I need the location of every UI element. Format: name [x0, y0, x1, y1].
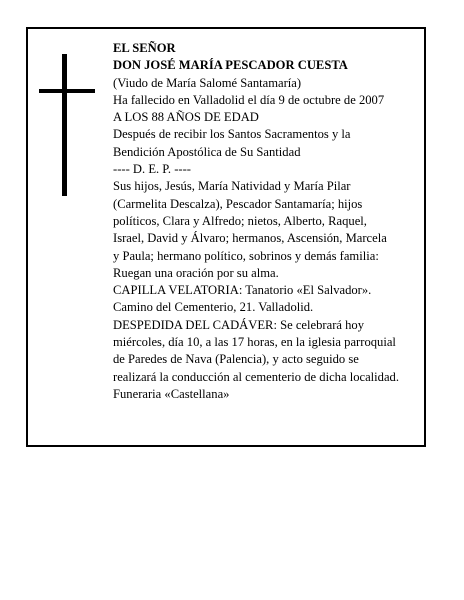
death-date-line: Ha fallecido en Valladolid el día 9 de octubre de 2007 [113, 92, 385, 107]
sacraments-line-2: Bendición Apostólica de Su Santidad [113, 144, 301, 159]
notice-title: EL SEÑOR [113, 41, 176, 55]
funeral-line-4: realizará la conducción al cementerio de dicha localidad. [113, 369, 400, 384]
rip-line: ---- D. E. P. ---- [113, 162, 191, 177]
prayer-request-line: Ruegan una oración por su alma. [113, 265, 279, 280]
deceased-name: DON JOSÉ MARÍA PESCADOR CUESTA [113, 58, 348, 73]
widower-note: (Viudo de María Salomé Santamaría) [113, 75, 302, 90]
funeral-line-3: de Paredes de Nava (Palencia), y acto seguido se [113, 352, 359, 367]
family-line-3: políticos, Clara y Alfredo; nietos, Alberto, Raquel, [113, 213, 367, 228]
latin-cross-icon [39, 54, 95, 196]
family-line-2: (Carmelita Descalza), Pescador Santamaría; hijos [113, 196, 363, 211]
chapel-line-1: CAPILLA VELATORIA: Tanatorio «El Salvador». [113, 283, 372, 298]
family-line-5: y Paula; hermano político, sobrinos y demás familia: [113, 248, 379, 263]
funeral-line-2: miércoles, día 10, a las 17 horas, en la iglesia parroquial [113, 335, 396, 350]
sacraments-line-1: Después de recibir los Santos Sacramentos y la [113, 127, 351, 142]
funeral-line-1: DESPEDIDA DEL CADÁVER: Se celebrará hoy [113, 317, 365, 332]
family-line-4: Israel, David y Álvaro; hermanos, Ascensión, Marcela [113, 231, 387, 246]
family-line-1: Sus hijos, Jesús, María Natividad y María Pilar [113, 179, 351, 194]
cross-vertical-bar [62, 54, 67, 196]
age-line: A LOS 88 AÑOS DE EDAD [113, 110, 259, 125]
chapel-line-2: Camino del Cementerio, 21. Valladolid. [113, 300, 314, 315]
funeral-home-line: Funeraria «Castellana» [113, 386, 230, 401]
obituary-text [113, 40, 403, 403]
cross-horizontal-bar [39, 89, 95, 93]
